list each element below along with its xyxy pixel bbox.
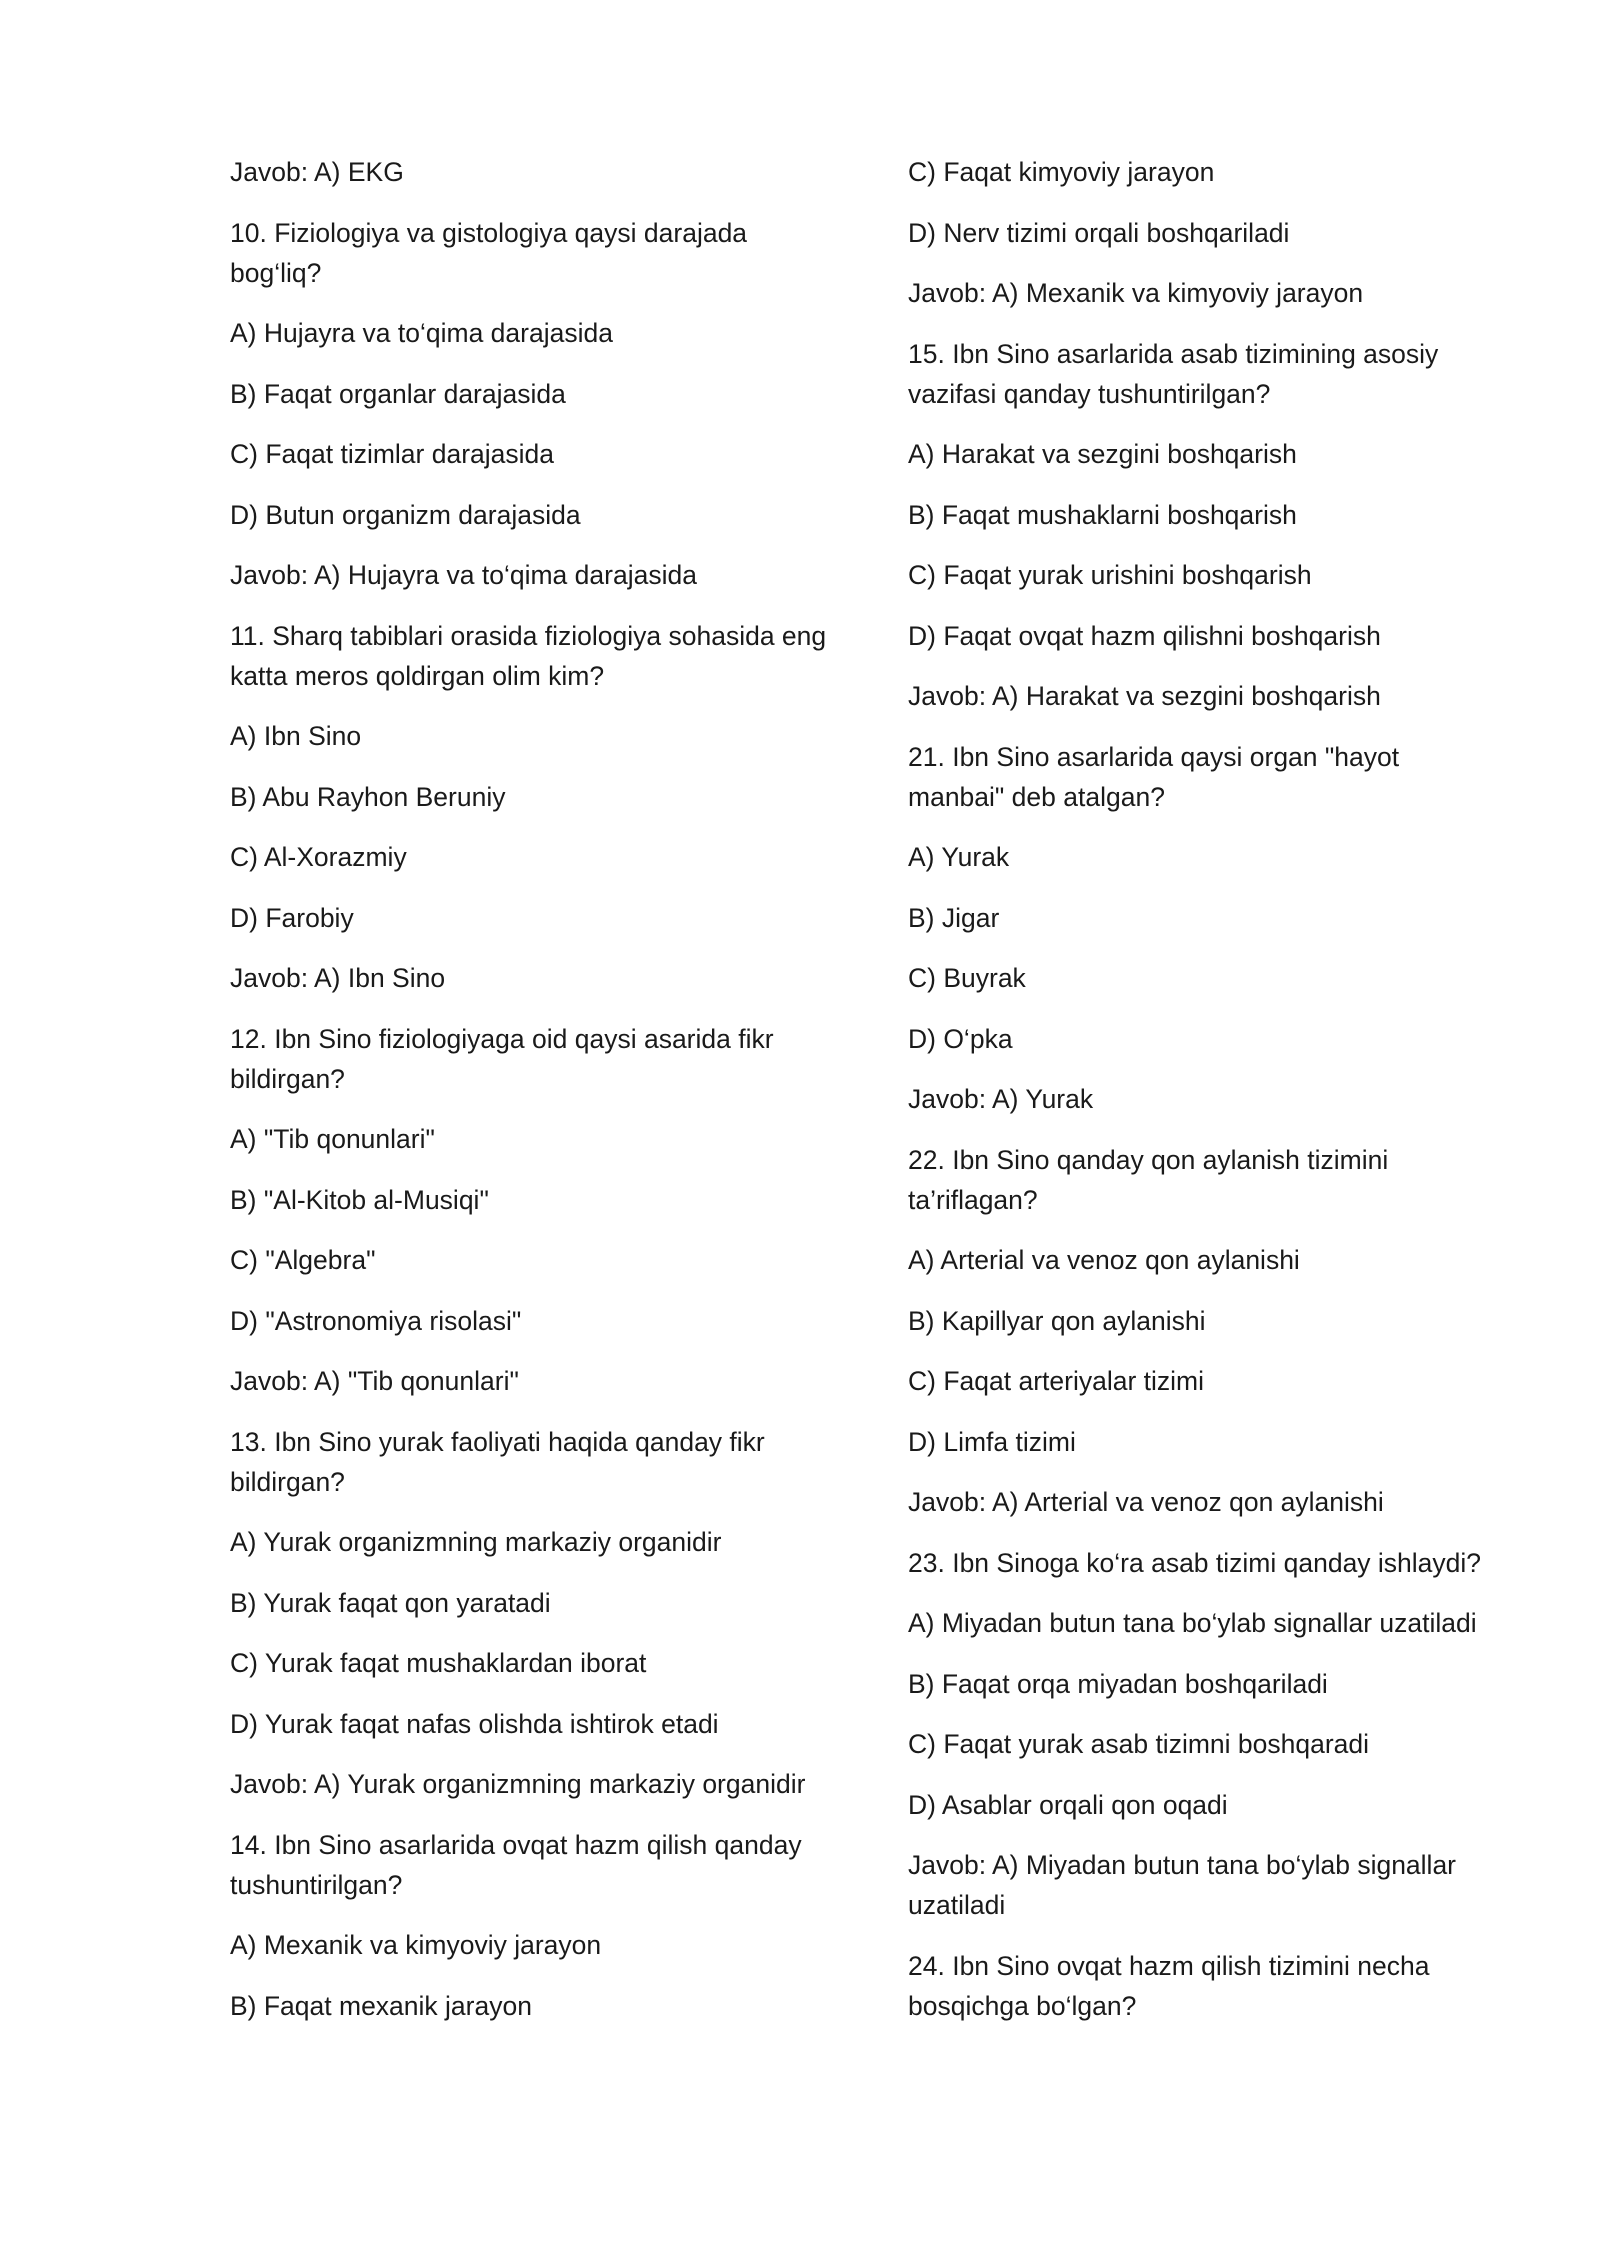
option-line: A) Ibn Sino bbox=[230, 721, 362, 751]
option-line: C) "Algebra" bbox=[230, 1245, 376, 1275]
answer-line: Javob: A) Arterial va venoz qon aylanishi bbox=[908, 1487, 1384, 1517]
question-10: 10. Fiziologiya va gistologiya qaysi darajada bog‘liq? bbox=[230, 217, 748, 288]
answer-line: Javob: A) Miyadan butun tana bo‘ylab signallar uzatiladi bbox=[908, 1850, 1457, 1920]
option-line: A) "Tib qonunlari" bbox=[230, 1124, 435, 1154]
option-line: B) Yurak faqat qon yaratadi bbox=[230, 1587, 551, 1618]
answer-line: Javob: A) Yurak organizmning markaziy organidir bbox=[230, 1769, 806, 1799]
option-line: B) Abu Rayhon Beruniy bbox=[230, 781, 506, 812]
option-line: A) Yurak organizmning markaziy organidir bbox=[230, 1527, 722, 1557]
question-12: 12. Ibn Sino fiziologiyaga oid qaysi asarida fikr bildirgan? bbox=[230, 1023, 774, 1094]
option-line: D) Yurak faqat nafas olishda ishtirok etadi bbox=[230, 1708, 719, 1739]
option-line: D) Nerv tizimi orqali boshqariladi bbox=[908, 217, 1290, 248]
question-23: 23. Ibn Sinoga ko‘ra asab tizimi qanday ishlaydi? bbox=[908, 1547, 1482, 1578]
answer-line: Javob: A) Mexanik va kimyoviy jarayon bbox=[908, 278, 1364, 308]
question-15: 15. Ibn Sino asarlarida asab tizimining asosiy vazifasi qanday tushuntirilgan? bbox=[908, 338, 1439, 409]
option-line: D) Limfa tizimi bbox=[908, 1426, 1076, 1457]
option-line: C) Yurak faqat mushaklardan iborat bbox=[230, 1648, 647, 1678]
option-line: C) Faqat tizimlar darajasida bbox=[230, 439, 555, 469]
option-line: D) O‘pka bbox=[908, 1023, 1013, 1054]
option-line: C) Faqat kimyoviy jarayon bbox=[908, 157, 1215, 187]
option-line: A) Hujayra va to‘qima darajasida bbox=[230, 318, 613, 348]
answer-line: Javob: A) "Tib qonunlari" bbox=[230, 1366, 519, 1396]
answer-line: Javob: A) Harakat va sezgini boshqarish bbox=[908, 681, 1381, 711]
option-line: D) "Astronomiya risolasi" bbox=[230, 1305, 522, 1336]
option-line: B) Kapillyar qon aylanishi bbox=[908, 1305, 1206, 1336]
answer-line: Javob: A) EKG bbox=[230, 157, 404, 187]
option-line: D) Butun organizm darajasida bbox=[230, 499, 581, 530]
option-line: A) Harakat va sezgini boshqarish bbox=[908, 439, 1297, 469]
option-line: C) Buyrak bbox=[908, 963, 1026, 993]
question-11: 11. Sharq tabiblari orasida fiziologiya sohasida eng katta meros qoldirgan olim kim? bbox=[230, 620, 827, 691]
option-line: D) Farobiy bbox=[230, 902, 354, 933]
option-line: D) Asablar orqali qon oqadi bbox=[908, 1789, 1228, 1820]
option-line: B) Faqat mushaklarni boshqarish bbox=[908, 499, 1297, 530]
option-line: A) Arterial va venoz qon aylanishi bbox=[908, 1245, 1300, 1275]
answer-line: Javob: A) Hujayra va to‘qima darajasida bbox=[230, 560, 697, 590]
option-line: C) Faqat yurak urishini boshqarish bbox=[908, 560, 1312, 590]
option-line: C) Faqat arteriyalar tizimi bbox=[908, 1366, 1204, 1396]
question-21: 21. Ibn Sino asarlarida qaysi organ "hayot manbai" deb atalgan? bbox=[908, 741, 1400, 812]
option-line: C) Al-Xorazmiy bbox=[230, 842, 407, 872]
question-14: 14. Ibn Sino asarlarida ovqat hazm qilish qanday tushuntirilgan? bbox=[230, 1829, 802, 1900]
right-column bbox=[908, 152, 1498, 2046]
option-line: A) Yurak bbox=[908, 842, 1010, 872]
question-13: 13. Ibn Sino yurak faoliyati haqida qanday fikr bildirgan? bbox=[230, 1426, 765, 1497]
option-line: C) Faqat yurak asab tizimni boshqaradi bbox=[908, 1729, 1370, 1759]
option-line: A) Mexanik va kimyoviy jarayon bbox=[230, 1930, 602, 1960]
question-22: 22. Ibn Sino qanday qon aylanish tizimini ta’riflagan? bbox=[908, 1144, 1389, 1215]
option-line: B) "Al-Kitob al-Musiqi" bbox=[230, 1184, 489, 1215]
option-line: B) Faqat organlar darajasida bbox=[230, 378, 566, 409]
option-line: A) Miyadan butun tana bo‘ylab signallar uzatiladi bbox=[908, 1608, 1477, 1638]
question-24: 24. Ibn Sino ovqat hazm qilish tizimini necha bosqichga bo‘lgan? bbox=[908, 1950, 1430, 2021]
answer-line: Javob: A) Ibn Sino bbox=[230, 963, 446, 993]
left-column bbox=[230, 152, 830, 2046]
option-line: B) Faqat mexanik jarayon bbox=[230, 1990, 532, 2021]
answer-line: Javob: A) Yurak bbox=[908, 1084, 1094, 1114]
option-line: D) Faqat ovqat hazm qilishni boshqarish bbox=[908, 620, 1381, 651]
option-line: B) Jigar bbox=[908, 902, 1000, 933]
option-line: B) Faqat orqa miyadan boshqariladi bbox=[908, 1668, 1328, 1699]
